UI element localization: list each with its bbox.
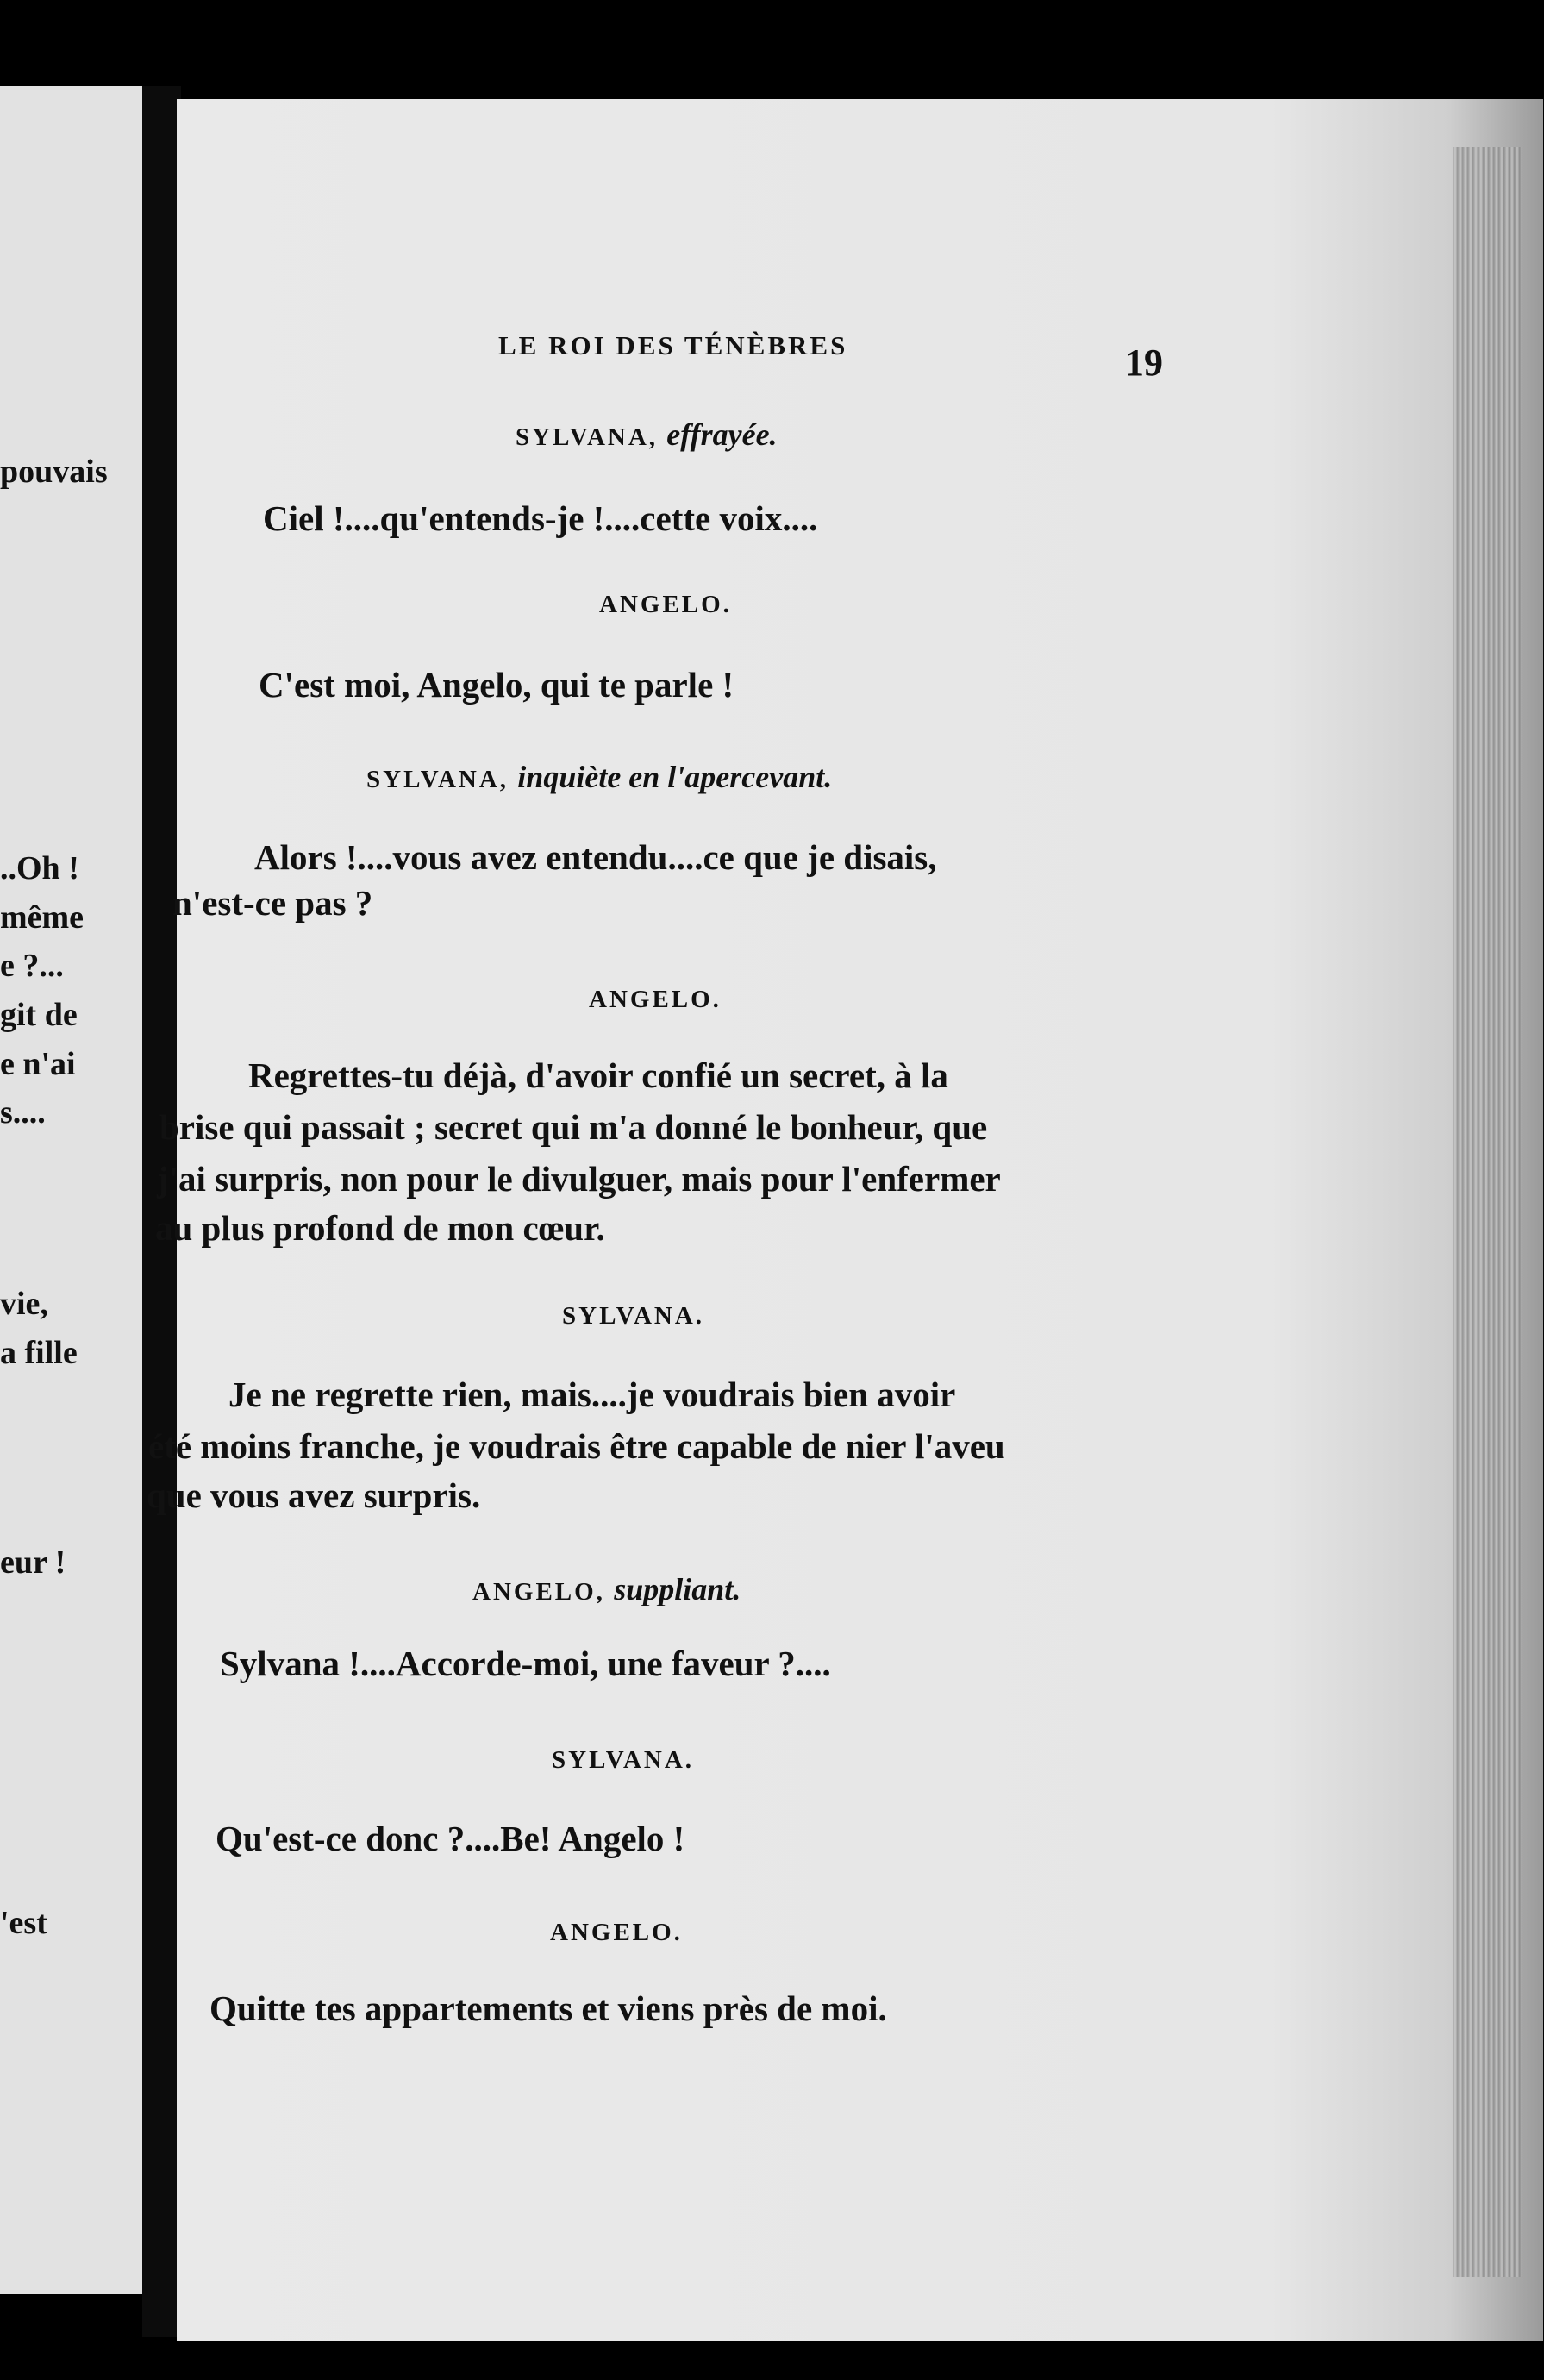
page-number: 19 bbox=[1125, 341, 1163, 384]
dialogue-line: Regrettes-tu déjà, d'avoir confié un secret, à la bbox=[248, 1055, 948, 1095]
dialogue-line: Alors !....vous avez entendu....ce que je disais, bbox=[254, 837, 937, 877]
left-fragment: même bbox=[0, 899, 84, 936]
dialogue-line: Sylvana !....Accorde-moi, une faveur ?.... bbox=[220, 1644, 831, 1683]
left-fragment: ..Oh ! bbox=[0, 850, 79, 886]
left-fragment: eur ! bbox=[0, 1544, 66, 1581]
running-title: LE ROI DES TÉNÈBRES bbox=[498, 330, 848, 360]
left-fragment: 'est bbox=[0, 1905, 47, 1941]
dialogue-line: été moins franche, je voudrais être capable de nier l'aveu bbox=[148, 1426, 1005, 1466]
speaker-heading bbox=[516, 416, 778, 453]
speaker-heading: ANGELO. bbox=[589, 986, 722, 1013]
dialogue-line: Quitte tes appartements et viens près de moi. bbox=[209, 1989, 887, 2028]
left-fragment: git de bbox=[0, 997, 78, 1033]
dialogue-line: Qu'est-ce donc ?....Be! Angelo ! bbox=[216, 1819, 685, 1858]
speaker-heading: ANGELO. bbox=[550, 1919, 683, 1946]
dialogue-line: j'ai surpris, non pour le divulguer, mais pour l'enfermer bbox=[157, 1159, 1001, 1199]
speaker-name: SYLVANA, bbox=[366, 766, 509, 793]
dialogue-line: au plus profond de mon cœur. bbox=[155, 1208, 605, 1248]
speaker-heading: ANGELO. bbox=[599, 591, 732, 618]
left-page-fragment bbox=[0, 86, 147, 2294]
dialogue-line: que vous avez surpris. bbox=[147, 1475, 481, 1515]
page-edge-shadow bbox=[1453, 147, 1522, 2277]
stage-direction: effrayée. bbox=[666, 417, 778, 452]
dialogue-line: Ciel !....qu'entends-je !....cette voix.... bbox=[263, 498, 818, 538]
left-fragment: pouvais bbox=[0, 454, 108, 490]
speaker-heading bbox=[472, 1571, 741, 1607]
left-fragment: vie, bbox=[0, 1286, 48, 1322]
left-fragment: e ?... bbox=[0, 948, 64, 984]
speaker-heading: SYLVANA. bbox=[552, 1746, 695, 1774]
stage-direction: inquiète en l'apercevant. bbox=[517, 760, 833, 794]
stage-direction: suppliant. bbox=[614, 1572, 741, 1606]
dialogue-line: C'est moi, Angelo, qui te parle ! bbox=[259, 665, 734, 705]
dialogue-line: Je ne regrette rien, mais....je voudrais bien avoir bbox=[228, 1375, 956, 1414]
speaker-heading: SYLVANA. bbox=[562, 1302, 705, 1330]
left-fragment: e n'ai bbox=[0, 1046, 76, 1082]
left-fragment: s.... bbox=[0, 1094, 46, 1130]
dialogue-line: brise qui passait ; secret qui m'a donné le bonheur, que bbox=[159, 1107, 988, 1147]
speaker-heading bbox=[366, 759, 832, 795]
dialogue-line: n'est-ce pas ? bbox=[172, 883, 373, 923]
left-fragment: a fille bbox=[0, 1335, 78, 1371]
speaker-name: SYLVANA, bbox=[516, 423, 659, 451]
speaker-name: ANGELO, bbox=[472, 1578, 605, 1606]
